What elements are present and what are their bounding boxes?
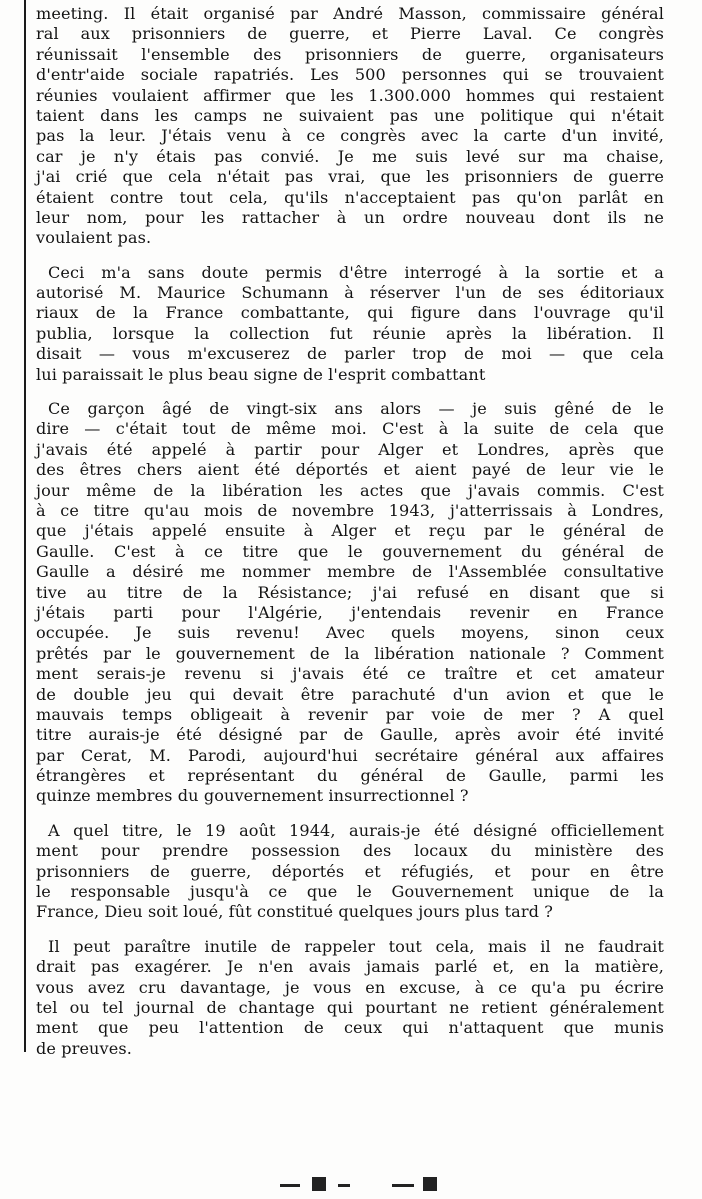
- text-line: ment serais-je revenu si j'avais été ce traître et cet amateur: [36, 664, 664, 684]
- text-line: France, Dieu soit loué, fût constitué quelques jours plus tard ?: [36, 902, 554, 922]
- text-line: étrangères et représentant du général de Gaulle, parmi les: [36, 766, 664, 786]
- text-line: par Cerat, M. Parodi, aujourd'hui secrétaire général aux affaires: [36, 745, 664, 765]
- text-line: réunissait l'ensemble des prisonniers de guerre, organisateurs: [36, 44, 664, 64]
- text-line: le responsable jusqu'à ce que le Gouvernement unique de la: [36, 882, 664, 902]
- text-line: tive au titre de la Résistance; j'ai refusé en disant que si: [36, 582, 664, 602]
- text-line: disait — vous m'excuserez de parler trop de moi — que cela: [36, 344, 664, 364]
- paragraph: [36, 937, 664, 1059]
- text-line: Ceci m'a sans doute permis d'être interrogé à la sortie et a: [48, 262, 664, 282]
- text-line: lui paraissait le plus beau signe de l'esprit combattant: [36, 364, 486, 384]
- text-line: Ce garçon âgé de vingt-six ans alors — je suis gêné de le: [48, 399, 664, 419]
- footer-dash: [338, 1184, 350, 1187]
- text-line: de preuves.: [36, 1038, 132, 1058]
- text-line: prêtés par le gouvernement de la libération nationale ? Comment: [36, 643, 664, 663]
- text-line: Gaulle a désiré me nommer membre de l'Assemblée consultative: [36, 562, 664, 582]
- text-line: dire — c'était tout de même moi. C'est à la suite de cela que: [36, 419, 664, 439]
- text-line: réunies voulaient affirmer que les 1.300.000 hommes qui restaient: [36, 85, 664, 105]
- text-line: d'entr'aide sociale rapatriés. Les 500 personnes qui se trouvaient: [36, 65, 664, 85]
- text-line: vous avez cru davantage, je vous en excuse, à ce qu'a pu écrire: [36, 977, 664, 997]
- text-line: ral aux prisonniers de guerre, et Pierre Laval. Ce congrès: [36, 24, 664, 44]
- document-body: [36, 4, 664, 1073]
- text-line: tel ou tel journal de chantage qui pourtant ne retient généralement: [36, 997, 664, 1017]
- paragraph: [36, 263, 664, 385]
- text-line: drait pas exagérer. Je n'en avais jamais parlé et, en la matière,: [36, 957, 664, 977]
- text-line: meeting. Il était organisé par André Masson, commissaire général: [36, 4, 664, 23]
- text-line: Gaulle. C'est à ce titre que le gouvernement du général de: [36, 541, 664, 561]
- text-line: j'ai crié que cela n'était pas vrai, que les prisonniers de guerre: [36, 167, 664, 187]
- text-line: à ce titre qu'au mois de novembre 1943, j'atterrissais à Londres,: [36, 500, 664, 520]
- footer-dash: [280, 1184, 300, 1187]
- paragraph: [36, 399, 664, 807]
- text-line: A quel titre, le 19 août 1944, aurais-je été désigné officiellement: [48, 820, 664, 840]
- text-line: Il peut paraître inutile de rappeler tout cela, mais il ne faudrait: [48, 936, 664, 956]
- text-line: car je n'y étais pas convié. Je me suis levé sur ma chaise,: [36, 146, 664, 166]
- text-line: mauvais temps obligeait à revenir par voie de mer ? A quel: [36, 704, 664, 724]
- text-line: ment pour prendre possession des locaux du ministère des: [36, 841, 664, 861]
- text-line: ment que peu l'attention de ceux qui n'attaquent que munis: [36, 1018, 664, 1038]
- text-line: j'avais été appelé à partir pour Alger et Londres, après que: [36, 439, 664, 459]
- text-line: taient dans les camps ne suivaient pas une politique qui n'était: [36, 105, 664, 125]
- text-line: voulaient pas.: [36, 228, 152, 248]
- text-line: de double jeu qui devait être parachuté d'un avion et que le: [36, 684, 664, 704]
- text-line: j'étais parti pour l'Algérie, j'entendais revenir en France: [36, 602, 664, 622]
- text-line: titre aurais-je été désigné par de Gaulle, après avoir été invité: [36, 725, 664, 745]
- text-line: occupée. Je suis revenu! Avec quels moyens, sinon ceux: [36, 623, 664, 643]
- paragraph: [36, 821, 664, 923]
- text-line: que j'étais appelé ensuite à Alger et reçu par le général de: [36, 521, 664, 541]
- text-line: prisonniers de guerre, déportés et réfugiés, et pour en être: [36, 861, 664, 881]
- footer-mark: [312, 1177, 326, 1191]
- text-line: quinze membres du gouvernement insurrectionnel ?: [36, 786, 469, 806]
- text-line: pas la leur. J'étais venu à ce congrès avec la carte d'un invité,: [36, 126, 664, 146]
- text-line: autorisé M. Maurice Schumann à réserver l'un de ses éditoriaux: [36, 283, 664, 303]
- footer-dash: [392, 1184, 414, 1187]
- column-rule: [24, 0, 26, 1052]
- footer-mark: [423, 1177, 437, 1191]
- text-line: jour même de la libération les actes que j'avais commis. C'est: [36, 480, 664, 500]
- text-line: étaient contre tout cela, qu'ils n'acceptaient pas qu'on parlât en: [36, 187, 664, 207]
- text-line: riaux de la France combattante, qui figure dans l'ouvrage qu'il: [36, 303, 664, 323]
- text-line: publia, lorsque la collection fut réunie après la libération. Il: [36, 323, 664, 343]
- paragraph: [36, 4, 664, 249]
- text-line: des êtres chers aient été déportés et aient payé de leur vie le: [36, 460, 664, 480]
- text-line: leur nom, pour les rattacher à un ordre nouveau dont ils ne: [36, 207, 664, 227]
